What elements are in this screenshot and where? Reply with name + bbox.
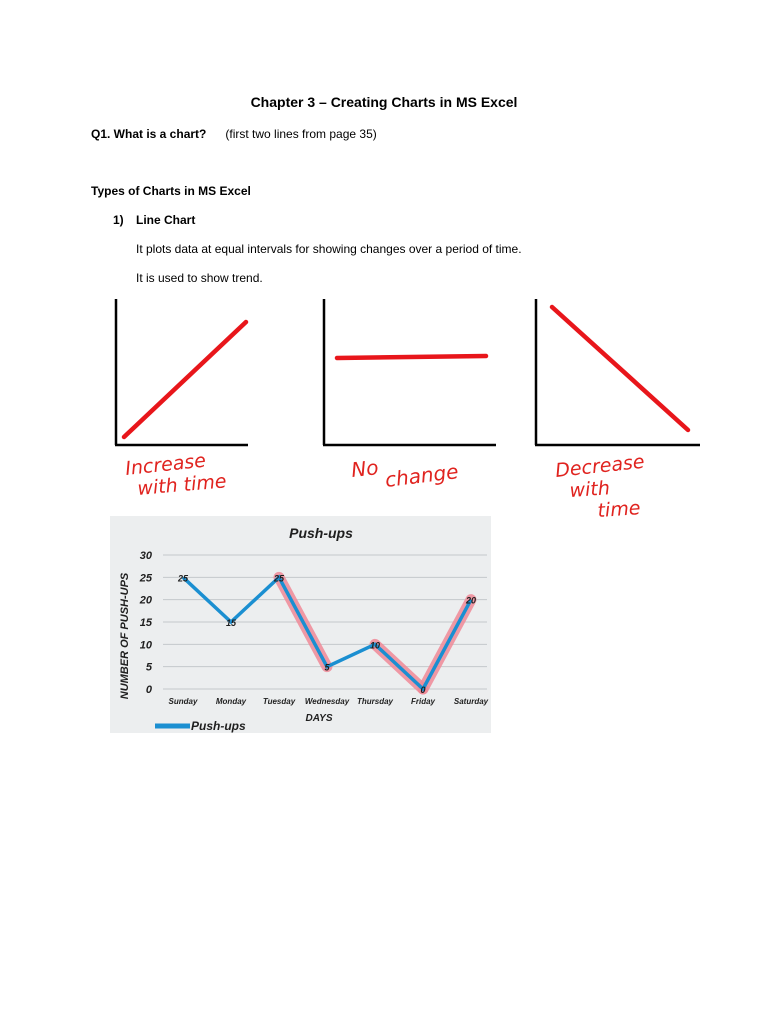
decrease-label-line3: time bbox=[596, 497, 642, 522]
increase-label-line2: with time bbox=[136, 470, 228, 500]
y-tick-label: 10 bbox=[139, 639, 152, 652]
decrease-label-line2: with bbox=[568, 477, 611, 502]
no-change-label-line2: change bbox=[383, 459, 460, 492]
paragraph-1: It plots data at equal intervals for showing changes over a period of time. bbox=[136, 242, 522, 256]
y-tick-label: 30 bbox=[139, 550, 152, 562]
x-tick-label: Monday bbox=[215, 697, 247, 706]
paragraph-2: It is used to show trend. bbox=[136, 271, 263, 285]
data-label: 15 bbox=[225, 618, 237, 628]
no-change-sketch-line bbox=[337, 356, 486, 358]
y-axis-label: NUMBER OF PUSH-UPS bbox=[119, 572, 131, 700]
chart-title: Push-ups bbox=[289, 525, 353, 541]
data-label: 5 bbox=[324, 662, 330, 673]
data-label: 20 bbox=[465, 595, 477, 606]
no-change-sketch bbox=[316, 295, 501, 525]
y-tick-label: 25 bbox=[139, 572, 152, 585]
data-label: 25 bbox=[177, 573, 189, 584]
page-title: Chapter 3 – Creating Charts in MS Excel bbox=[250, 94, 518, 110]
types-heading: Types of Charts in MS Excel bbox=[91, 184, 251, 198]
x-tick-label: Tuesday bbox=[262, 697, 296, 706]
line-chart-heading-text: Line Chart bbox=[136, 213, 196, 227]
decrease-sketch-line bbox=[552, 307, 688, 430]
x-tick-label: Thursday bbox=[356, 697, 394, 706]
question-1 bbox=[91, 127, 377, 141]
line-chart-heading bbox=[113, 213, 195, 227]
x-tick-label: Friday bbox=[410, 697, 436, 706]
x-tick-label: Saturday bbox=[453, 697, 489, 706]
decrease-sketch bbox=[528, 295, 708, 530]
increase-label-line1: Increase bbox=[124, 449, 207, 480]
increase-sketch bbox=[108, 295, 258, 525]
y-tick-label: 5 bbox=[145, 661, 152, 674]
data-label: 10 bbox=[369, 640, 381, 651]
data-label: 0 bbox=[420, 685, 426, 695]
y-tick-label: 20 bbox=[139, 594, 152, 607]
pushups-chart bbox=[110, 516, 491, 733]
data-label: 25 bbox=[273, 573, 285, 584]
question-1-note: (first two lines from page 35) bbox=[225, 127, 377, 141]
no-change-label-line1: No bbox=[350, 455, 380, 482]
x-tick-label: Sunday bbox=[168, 697, 198, 706]
question-1-label: Q1. What is a chart? bbox=[91, 127, 207, 141]
line-chart-number: 1) bbox=[113, 213, 124, 227]
y-tick-label: 0 bbox=[145, 684, 152, 696]
legend-label: Push-ups bbox=[191, 719, 246, 733]
y-tick-label: 15 bbox=[139, 617, 152, 629]
x-tick-label: Wednesday bbox=[304, 697, 350, 706]
decrease-label-line1: Decrease bbox=[554, 450, 646, 482]
increase-sketch-line bbox=[124, 322, 246, 437]
x-axis-label: DAYS bbox=[305, 713, 333, 724]
